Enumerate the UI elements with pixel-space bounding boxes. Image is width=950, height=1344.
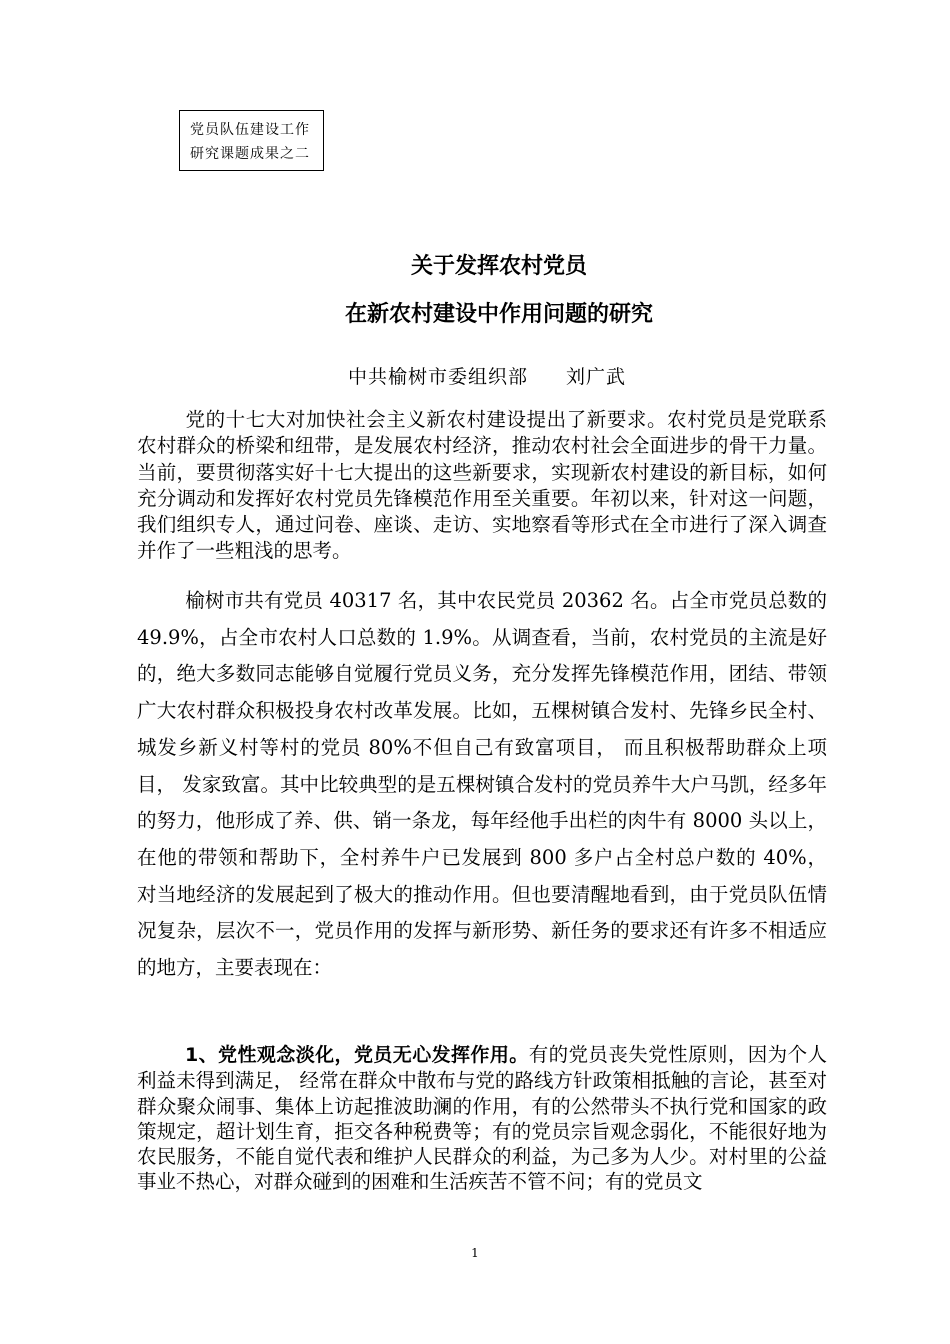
author-name: 刘广武 [566,366,627,388]
paragraph-2 [137,583,827,987]
paragraph-3-text: 有的党员丧失党性原则，因为个人利益未得到满足， 经常在群众中散布与党的路线方针政策相抵触的言论，甚至对群众聚众闹事、集体上访起推波助澜的作用，有的公然带头不执行党和国家的政策规定，超计划生育，拒交各种税费等；有的党员宗旨观念弱化，不能很好地为农民服务，不能自觉代表和维护人民群众的利益，为己多为人少。对村里的公益事业不热心，对群众碰到的困难和生活疾苦不管不问；有的党员文 [137,1043,827,1194]
title-line-2: 在新农村建设中作用问题的研究 [344,302,653,327]
paragraph-2-text: 榆树市共有党员 40317 名，其中农民党员 20362 名。占全市党员总数的 49.9%，占全市农村人口总数的 1.9%。从调查看，当前，农村党员的主流是好的，绝大多数同志能够自觉履行党员义务，充分发挥先锋模范作用，团结、带领广大农村群众积极投身农村改革发展。比如，五棵树镇合发村、先锋乡民全村、城发乡新义村等村的党员 80%不但自己有致富项目， 而且积极帮助群众上项目， 发家致富。其中比较典型的是五棵树镇合发村的党员养牛大户马凯，经多年的努力，他形成了养、供、销一条龙，每年经他手出栏的肉牛有 8000 头以上，在他的带领和帮助下，全村养牛户已发展到 800 多户占全村总户数的 40%， 对当地经济的发展起到了极大的推动作用。但也要清醒地看到，由于党员队伍情况复杂，层次不一，党员作用的发挥与新形势、新任务的要求还有许多不相适应的地方，主要表现在： [137,589,827,980]
paragraph-1-text: 党的十七大对加快社会主义新农村建设提出了新要求。农村党员是党联系农村群众的桥梁和纽带，是发展农村经济，推动农村社会全面进步的骨干力量。当前，要贯彻落实好十七大提出的这些新要求，实现新农村建设的新目标，如何充分调动和发挥好农村党员先锋模范作用至关重要。年初以来，针对这一问题，我们组织专人，通过问卷、座谈、走访、实地察看等形式在全市进行了深入调查并作了一些粗浅的思考。 [137,408,827,563]
page-number: 1 [471,1246,479,1260]
document-label-box [179,110,324,171]
paragraph-3 [137,1042,827,1195]
paragraph-3-heading: 1、党性观念淡化，党员无心发挥作用。 [185,1044,529,1066]
label-line-2: 研究课题成果之二 [190,146,310,162]
author-line [348,362,626,389]
label-line-1: 党员队伍建设工作 [190,122,310,138]
author-org: 中共榆树市委组织部 [348,366,529,388]
paragraph-1 [137,407,827,565]
title-line-1: 关于发挥农村党员 [410,254,587,279]
